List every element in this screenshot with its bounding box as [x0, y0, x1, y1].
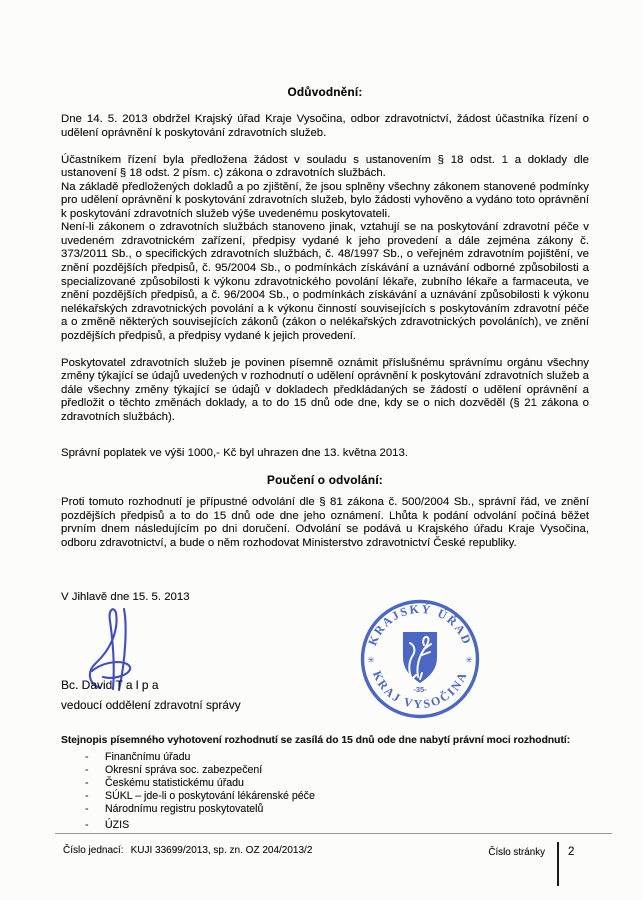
list-item-label: Okresní správa soc. zabezpečení — [105, 764, 263, 776]
paragraph-basis: Na základě předložených dokladů a po zjištění, že jsou splněny všechny zákonem stanovené podmínky pro udělení oprávnění k poskytování zdravotních služeb, bylo žádosti vyhověno a vydáno toto oprávnění k poskytování zdravotních služeb výše uvedenému poskytovateli. — [61, 180, 589, 220]
paragraph-appeal: Proti tomuto rozhodnutí je přípustné odvolání dle § 81 zákona č. 500/2004 Sb., správní řád, ve znění pozdějších předpisů a to do 15 dnů ode dne jeho oznámení. Lhůta k podání odvolání počíná běžet prvním dnem následujícím po dni doručení. Odvolání se podává u Krajského úřadu Kraje Vysočina, odboru zdravotnictví, a bude o něm rozhodovat Ministerstvo zdravotnictví České republiky. — [61, 496, 589, 549]
list-item-label: Národnímu registru poskytovatelů — [105, 803, 264, 815]
list-item-label: Českému statistickému úřadu — [105, 777, 244, 789]
case-number-value: KUJI 33699/2013, sp. zn. OZ 204/2013/2 — [130, 845, 313, 856]
list-item — [61, 819, 601, 832]
dash-bullet: - — [85, 803, 89, 815]
list-item-label: Finančnímu úřadu — [105, 751, 191, 763]
paragraph-changes: Poskytovatel zdravotních služeb je povinen písemně oznámit příslušnému správnímu orgánu všechny změny týkající se údajů uvedených v rozhodnutí o udělení oprávnění k poskytování zdravotních služeb a dále všechny změny týkající se údajů v dokladech předkládaných se žádostí o udělení oprávnění a předložit o těchto změnách doklady, a to do 15 dnů ode dne, kdy se o nich dozvěděl (§ 21 zákona o zdravotních službách). — [61, 356, 589, 423]
footer-vertical-line — [557, 842, 559, 886]
document-body — [61, 86, 589, 564]
section-heading-oduvodneni: Odůvodnění: — [287, 85, 363, 99]
page-number-label: Číslo stránky — [488, 847, 545, 858]
dash-bullet: - — [85, 777, 89, 789]
dash-bullet: - — [85, 819, 89, 831]
list-item — [61, 751, 601, 764]
place-and-date: V Jihlavě dne 15. 5. 2013 — [61, 591, 190, 603]
paragraph-receipt: Dne 14. 5. 2013 obdržel Krajský úřad Kraje Vysočina, odbor zdravotnictví, žádost účastníka řízení o udělení oprávnění k poskytování zdravotních služeb. — [61, 113, 589, 139]
section-heading-pouceni: Poučení o odvolání: — [267, 472, 383, 487]
list-item — [61, 790, 601, 803]
signer-name: Bc. David T a l p a — [61, 678, 159, 692]
case-number-label: Číslo jednací: — [63, 845, 124, 856]
list-item — [61, 764, 601, 777]
stamp-bottom-text: KRAJ VYSOČINA — [369, 668, 471, 712]
case-number — [63, 845, 312, 856]
stamp-right-star-icon: ✳ — [465, 655, 473, 665]
stamp-left-star-icon: ✳ — [367, 655, 375, 665]
distribution-intro: Stejnopis písemného vyhotovení rozhodnutí se zasílá do 15 dnů ode dne nabytí právní moci rozhodnutí: — [61, 735, 571, 746]
page-number: 2 — [568, 846, 575, 858]
signer-role: vedoucí oddělení zdravotní správy — [61, 698, 241, 712]
list-item-label: ÚZIS — [105, 819, 130, 831]
list-item — [61, 803, 601, 816]
list-item — [61, 777, 601, 790]
paragraph-application: Účastníkem řízení byla předložena žádost v souladu s ustanovením § 18 odst. 1 a doklady dle ustanovení § 18 odst. 2 písm. c) zákona o zdravotních službách. — [61, 153, 589, 180]
official-round-stamp — [358, 597, 482, 721]
dash-bullet: - — [85, 764, 89, 776]
dash-bullet: - — [85, 790, 89, 802]
list-item-label: SÚKL – jde-li o poskytování lékárenské péče — [105, 790, 315, 802]
paragraph-laws: Není-li zákonem o zdravotních službách stanoveno jinak, vztahují se na poskytování zdravotní péče v uvedeném zdravotnickém zařízení, předpisy vydané k jeho provedení a dále zejména zákony č. 373/2011 Sb., o specifických zdravotních službách, č. 48/1997 Sb., o veřejném zdravotním pojištění, ve znění pozdějších předpisů, č. 95/2004 Sb., o podmínkách získávání a uznávání odborné způsobilosti a specializované způsobilosti k výkonu zdravotnického povolání lékaře, zubního lékaře a farmaceuta, ve znění pozdějších předpisů, a č. 96/2004 Sb., o podmínkách získávání a uznávání způsobilosti k výkonu nelékařských zdravotnických povolání a k výkonu činností souvisejících s poskytováním zdravotní péče a o změně některých souvisejících zákonů (zákon o nelékařských zdravotnických povoláních), ve znění pozdějších předpisů, a předpisy vydané k jejich provedení. — [61, 221, 589, 342]
stamp-center-number: -35- — [413, 685, 427, 694]
stamp-top-text: KRAJSKÝ ÚŘAD — [365, 601, 475, 648]
paragraph-fee: Správní poplatek ve výši 1000,- Kč byl uhrazen dne 13. května 2013. — [61, 446, 408, 459]
footer-divider — [55, 833, 612, 834]
distribution-block — [61, 735, 601, 832]
dash-bullet: - — [85, 751, 89, 763]
